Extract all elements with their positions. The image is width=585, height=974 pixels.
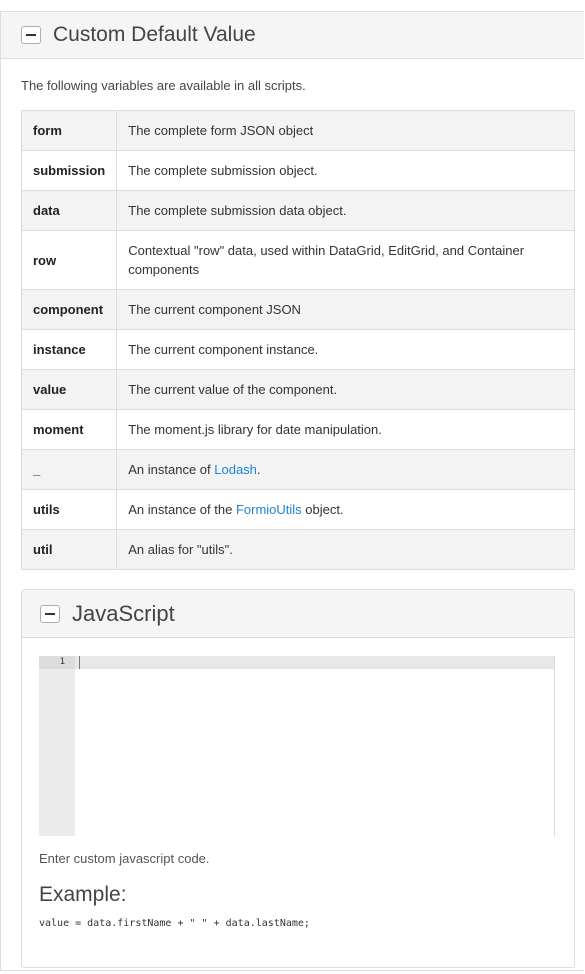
- variable-description: The current value of the component.: [117, 370, 575, 410]
- collapse-icon[interactable]: [40, 605, 60, 623]
- table-row: [22, 530, 575, 570]
- table-row: [22, 450, 575, 490]
- panel-heading[interactable]: [1, 12, 584, 59]
- collapse-icon[interactable]: [21, 26, 41, 44]
- variable-name: utils: [22, 490, 117, 530]
- example-code: value = data.firstName + " " + data.lastName;: [39, 918, 310, 929]
- javascript-panel-heading[interactable]: [22, 590, 574, 638]
- variable-name: data: [22, 191, 117, 231]
- table-row: [22, 410, 575, 450]
- variable-description: An instance of the FormioUtils object.: [117, 490, 575, 530]
- line-number: 1: [59, 657, 65, 667]
- variable-name: submission: [22, 151, 117, 191]
- javascript-panel: [21, 589, 575, 968]
- table-row: [22, 111, 575, 151]
- variable-description: The current component JSON: [117, 290, 575, 330]
- variable-name: util: [22, 530, 117, 570]
- variable-description: An alias for "utils".: [117, 530, 575, 570]
- table-row: [22, 490, 575, 530]
- formioutils-link[interactable]: FormioUtils: [235, 502, 302, 517]
- variable-name: value: [22, 370, 117, 410]
- panel-title: Custom Default Value: [53, 23, 256, 46]
- variable-description: Contextual "row" data, used within DataGrid, EditGrid, and Container components: [117, 231, 575, 290]
- variables-intro: The following variables are available in all scripts.: [21, 78, 306, 93]
- table-row: [22, 370, 575, 410]
- variable-description: The current component instance.: [117, 330, 575, 370]
- variable-description: The complete submission data object.: [117, 191, 575, 231]
- variable-description: An instance of Lodash.: [117, 450, 575, 490]
- variable-name: moment: [22, 410, 117, 450]
- lodash-link[interactable]: Lodash: [214, 462, 257, 477]
- variable-name: _: [22, 450, 117, 490]
- editor-help-text: Enter custom javascript code.: [39, 851, 210, 866]
- table-row: [22, 290, 575, 330]
- variable-name: form: [22, 111, 117, 151]
- table-row: [22, 330, 575, 370]
- editor-gutter: [39, 656, 75, 836]
- table-row: [22, 151, 575, 191]
- variable-description: The moment.js library for date manipulation.: [117, 410, 575, 450]
- variable-name: component: [22, 290, 117, 330]
- javascript-panel-title: JavaScript: [72, 600, 175, 626]
- variables-table: [21, 110, 575, 570]
- table-row: [22, 191, 575, 231]
- editor-active-line[interactable]: [75, 656, 554, 669]
- text-cursor: [79, 656, 80, 669]
- code-editor[interactable]: [39, 656, 555, 836]
- variable-description: The complete form JSON object: [117, 111, 575, 151]
- variable-name: instance: [22, 330, 117, 370]
- example-heading: Example:: [39, 883, 127, 906]
- variable-name: row: [22, 231, 117, 290]
- variable-description: The complete submission object.: [117, 151, 575, 191]
- table-row: [22, 231, 575, 290]
